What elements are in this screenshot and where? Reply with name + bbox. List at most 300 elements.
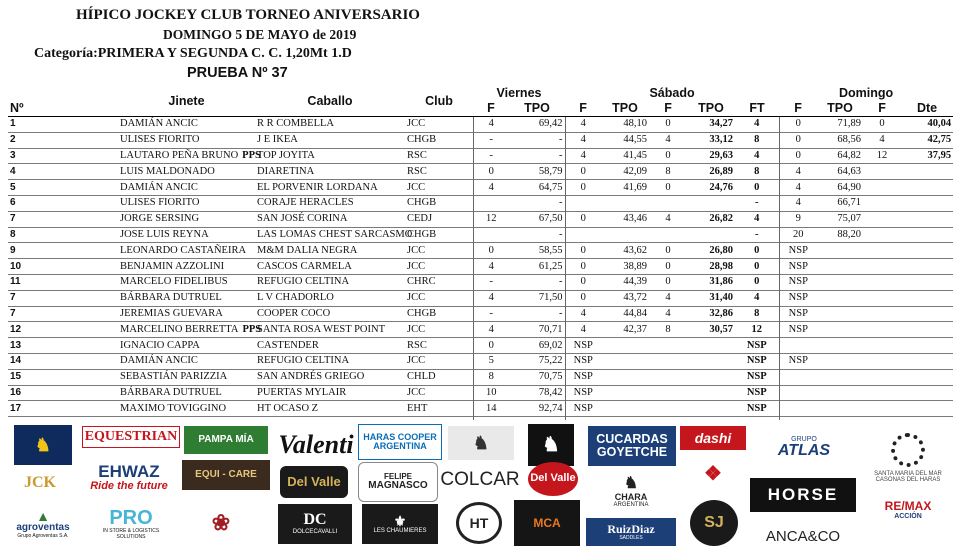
sunday-faults-1: 4 <box>779 164 817 180</box>
sunday-faults-1: 4 <box>779 195 817 211</box>
saturday-total-faults: 8 <box>754 307 760 319</box>
sunday-time <box>817 274 863 290</box>
rider-name-text: LAUTARO PEÑA BRUNO <box>120 149 239 161</box>
rider-name-text: JEREMIAS GUEVARA <box>120 307 223 319</box>
col-header-f: F <box>649 101 687 117</box>
ruiz-diaz-logo: RuizDiaz SADDLES <box>586 518 676 546</box>
horse-head-logo: ♞ <box>448 426 514 460</box>
saturday-faults-1: 4 <box>565 306 601 322</box>
sunday-tiebreak-time <box>901 306 953 322</box>
row-number: 11 <box>10 276 21 288</box>
saturday-total-faults: NSP <box>746 371 767 383</box>
club-code: JCC <box>407 244 426 256</box>
event-category: Categoría:PRIMERA Y SEGUNDA C. C. 1,20Mt 1.D <box>34 46 352 61</box>
saturday-faults-2: 0 <box>665 149 671 161</box>
col-header-club: Club <box>405 86 473 117</box>
saturday-time-2: 26,82 <box>709 213 734 225</box>
row-number: 7 <box>10 292 16 304</box>
table-row <box>8 117 953 133</box>
saturday-faults-1: 0 <box>565 243 601 259</box>
sunday-faults-1 <box>779 385 817 401</box>
saturday-faults-1: 0 <box>565 274 601 290</box>
row-number: 16 <box>10 386 22 398</box>
col-header-saturday: Sábado <box>649 86 695 100</box>
saturday-faults-2: 0 <box>665 260 671 272</box>
sunday-faults-1: 4 <box>779 180 817 196</box>
sunday-time <box>817 353 863 369</box>
rider-name-text: BENJAMIN AZZOLINI <box>120 260 225 272</box>
pro-logo: PRO IN STORE & LOGISTICS SOLUTIONS <box>102 507 160 540</box>
jumping-horse-logo: ♞ <box>528 424 574 466</box>
row-number: 8 <box>10 228 16 240</box>
sunday-faults-2: 0 <box>879 118 885 130</box>
sunday-faults-1: 0 <box>779 117 817 133</box>
horse-name: R R COMBELLA <box>257 118 335 130</box>
club-code: CHGB <box>407 197 437 209</box>
grupo-atlas-logo: GRUPO ATLAS <box>777 435 831 460</box>
table-row <box>8 385 953 401</box>
friday-time: 58,79 <box>538 165 563 177</box>
saturday-faults-1: 0 <box>565 180 601 196</box>
rider-name <box>118 211 255 227</box>
rider-name <box>118 132 255 148</box>
friday-faults: 12 <box>473 211 509 227</box>
friday-faults: 0 <box>473 164 509 180</box>
sunday-faults-2 <box>863 353 901 369</box>
rider-name-text: SEBASTIÁN PARIZZIA <box>120 371 228 383</box>
saturday-faults-2: 0 <box>665 244 671 256</box>
saturday-time-1 <box>601 195 649 211</box>
sunday-faults-2 <box>863 369 901 385</box>
horse-name: PUERTAS MYLAIR <box>257 386 347 398</box>
horse-name: REFUGIO CELTINA <box>257 276 350 288</box>
sunday-tiebreak-time <box>901 385 953 401</box>
saturday-total-faults: 0 <box>754 276 760 288</box>
sunday-faults-1: NSP <box>779 322 817 338</box>
rider-name <box>118 274 255 290</box>
hipico-logo: ♞ <box>14 425 72 465</box>
saturday-faults-2 <box>649 401 687 417</box>
saturday-faults-2: 4 <box>665 292 671 304</box>
rider-name <box>118 353 255 369</box>
mca-logo: MCA <box>514 500 580 546</box>
rider-name-text: LUIS MALDONADO <box>120 165 215 177</box>
saturday-faults-1: 4 <box>565 322 601 338</box>
friday-time: 78,42 <box>538 386 563 398</box>
friday-faults <box>473 195 509 211</box>
horse-name: CASTENDER <box>257 339 319 351</box>
friday-time: - <box>559 197 563 209</box>
row-number: 9 <box>10 244 16 256</box>
sunday-time <box>817 259 863 275</box>
saturday-total-faults: NSP <box>746 386 767 398</box>
ehwaz-logo: EHWAZ Ride the future <box>90 462 168 493</box>
sunday-tiebreak-time <box>901 180 953 196</box>
sunday-faults-1: NSP <box>779 259 817 275</box>
sunday-tiebreak-time <box>901 211 953 227</box>
horse-name: J E IKEA <box>257 134 298 146</box>
saturday-faults-1: 0 <box>565 211 601 227</box>
friday-faults: 4 <box>473 259 509 275</box>
sunday-faults-2 <box>863 290 901 306</box>
table-row <box>8 243 953 259</box>
club-code: JCC <box>407 292 426 304</box>
club-code: JCC <box>407 323 426 335</box>
rider-name-text: DAMIÁN ANCIC <box>120 118 198 130</box>
table-row <box>8 259 953 275</box>
colcar-logo: COLCAR <box>440 469 520 491</box>
sunday-time: 64,82 <box>837 149 862 161</box>
sunday-faults-1: NSP <box>779 274 817 290</box>
club-code: RSC <box>407 165 427 177</box>
sunday-faults-2 <box>863 259 901 275</box>
col-header-friday: Viernes <box>496 86 542 100</box>
saturday-faults-2: 4 <box>665 134 671 146</box>
friday-faults: 5 <box>473 353 509 369</box>
sunday-faults-2 <box>863 338 901 354</box>
friday-faults: - <box>473 148 509 164</box>
friday-faults <box>473 227 509 243</box>
col-header-f: F <box>779 101 817 117</box>
sponsor-banner <box>0 420 960 548</box>
horse-name: SANTA ROSA WEST POINT <box>257 323 385 335</box>
sunday-time <box>817 243 863 259</box>
friday-time: - <box>559 307 563 319</box>
friday-time: 70,75 <box>538 371 563 383</box>
rider-name <box>118 180 255 196</box>
horse-name: COOPER COCO <box>257 307 331 319</box>
page-title: HÍPICO JOCKEY CLUB TORNEO ANIVERSARIO <box>76 7 420 23</box>
sunday-faults-1: NSP <box>779 353 817 369</box>
saturday-time-2 <box>687 401 735 417</box>
rider-name-text: JOSE LUIS REYNA <box>120 228 209 240</box>
remax-logo: RE/MAX ACCIÓN <box>884 499 932 520</box>
sunday-faults-2: 12 <box>876 149 888 161</box>
club-code: JCC <box>407 355 426 367</box>
sunday-time <box>817 306 863 322</box>
saturday-time-2: 31,40 <box>709 292 734 304</box>
club-code: CHGB <box>407 228 437 240</box>
table-row <box>8 306 953 322</box>
col-header-no: Nº <box>8 86 118 117</box>
rider-name <box>118 148 261 164</box>
saturday-time-2 <box>687 353 735 369</box>
row-number: 13 <box>10 339 22 351</box>
saturday-time-1 <box>601 401 649 417</box>
sunday-tiebreak-time <box>901 274 953 290</box>
rider-name <box>118 401 255 417</box>
horse-name: DIARETINA <box>257 165 315 177</box>
saturday-total-faults: NSP <box>746 355 767 367</box>
felipe-magnasco-logo: FELIPE MAGNASCO <box>358 462 438 502</box>
horse-name: CORAJE HERACLES <box>257 197 354 209</box>
sunday-tiebreak-time <box>901 290 953 306</box>
club-code: RSC <box>407 339 427 351</box>
sunday-faults-1 <box>779 338 817 354</box>
rider-name-text: MAXIMO TOVIGGINO <box>120 402 227 414</box>
rider-name <box>118 164 255 180</box>
chara-argentina-logo: ♞ CHARA ARGENTINA <box>613 474 649 508</box>
club-code: CHRC <box>407 276 436 288</box>
friday-faults: 4 <box>473 117 509 133</box>
saturday-faults-1: 0 <box>565 259 601 275</box>
saturday-faults-1: NSP <box>565 401 601 417</box>
sunday-time <box>817 322 863 338</box>
saturday-time-2 <box>687 338 735 354</box>
sunday-time <box>817 369 863 385</box>
friday-faults: 4 <box>473 180 509 196</box>
friday-time: - <box>559 149 563 161</box>
dolcecavalli-logo: DC DOLCECAVALLI <box>278 504 352 544</box>
saturday-time-2: 26,89 <box>709 165 734 177</box>
saturday-total-faults: 8 <box>754 165 760 177</box>
saturday-time-1: 41,69 <box>623 181 648 193</box>
saturday-time-1 <box>601 338 649 354</box>
saturday-faults-1: 4 <box>565 148 601 164</box>
rider-name <box>118 117 255 133</box>
saturday-faults-2 <box>649 195 687 211</box>
saturday-total-faults: 4 <box>754 149 760 161</box>
sunday-faults-2 <box>863 164 901 180</box>
saturday-faults-2 <box>649 227 687 243</box>
pps-badge: PPS <box>242 323 262 335</box>
test-number: PRUEBA Nº 37 <box>187 65 288 81</box>
friday-time: - <box>559 276 563 288</box>
saturday-time-1: 42,09 <box>623 165 648 177</box>
horse-name: HT OCASO Z <box>257 402 319 414</box>
row-number: 12 <box>10 323 22 335</box>
sunday-time: 68,56 <box>837 134 862 146</box>
sunday-faults-1: 9 <box>779 211 817 227</box>
saturday-faults-1: 0 <box>565 164 601 180</box>
sunday-faults-2 <box>863 180 901 196</box>
saturday-time-1 <box>601 353 649 369</box>
sunday-faults-2 <box>863 322 901 338</box>
saturday-faults-2: 8 <box>665 165 671 177</box>
saturday-faults-2: 0 <box>665 181 671 193</box>
haras-cooper-logo: HARAS COOPER ARGENTINA <box>358 424 442 460</box>
rider-name-text: MARCELINO BERRETTA <box>120 323 239 335</box>
horse-name: REFUGIO CELTINA <box>257 355 350 367</box>
agroventas-logo: ▲ agroventas Grupo Agroventas S.A. <box>16 507 70 539</box>
friday-time: 71,50 <box>538 292 563 304</box>
table-row <box>8 148 953 164</box>
friday-faults: - <box>473 132 509 148</box>
row-number: 17 <box>10 402 22 414</box>
saturday-faults-1: 0 <box>565 290 601 306</box>
saturday-faults-2: 4 <box>665 213 671 225</box>
rider-name <box>118 259 255 275</box>
saturday-total-faults: - <box>755 197 759 209</box>
jck-logo: JCK <box>24 473 56 491</box>
rider-name-text: MARCELO FIDELIBUS <box>120 276 228 288</box>
col-header-f: F <box>863 101 901 117</box>
sunday-tiebreak-time: 42,75 <box>927 134 952 146</box>
rider-name <box>118 290 255 306</box>
sunday-faults-1: 0 <box>779 132 817 148</box>
row-number: 7 <box>10 307 16 319</box>
table-row <box>8 211 953 227</box>
pps-badge: PPS <box>242 149 261 161</box>
saturday-total-faults: 8 <box>754 134 760 146</box>
table-row <box>8 227 953 243</box>
club-code: RSC <box>407 149 427 161</box>
saturday-total-faults: 4 <box>754 292 760 304</box>
saturday-faults-1: NSP <box>565 369 601 385</box>
horse-name: SAN JOSÉ CORINA <box>257 213 348 225</box>
table-row <box>8 401 953 417</box>
sunday-faults-2 <box>863 274 901 290</box>
friday-time: 70,71 <box>538 323 563 335</box>
friday-time: 67,50 <box>538 213 563 225</box>
rider-name-text: BÁRBARA DUTRUEL <box>120 386 222 398</box>
sunday-tiebreak-time <box>901 401 953 417</box>
rider-name <box>118 369 255 385</box>
friday-time: - <box>559 134 563 146</box>
saturday-total-faults: 4 <box>754 213 760 225</box>
sunday-tiebreak-time: 37,95 <box>927 149 952 161</box>
sunday-tiebreak-time <box>901 353 953 369</box>
friday-faults: 4 <box>473 290 509 306</box>
friday-time: 69,02 <box>538 339 563 351</box>
sunday-tiebreak-time <box>901 164 953 180</box>
saturday-time-2: 33,12 <box>709 134 734 146</box>
dashi-logo: dashi <box>680 426 746 450</box>
santa-maria-del-mar-logo: SANTA MARIA DEL MAR CASONAS DEL HARAS <box>862 424 954 492</box>
saturday-time-1: 44,39 <box>623 276 648 288</box>
saturday-total-faults: 0 <box>754 244 760 256</box>
rider-name-text: BÁRBARA DUTRUEL <box>120 292 222 304</box>
sunday-faults-1: NSP <box>779 243 817 259</box>
friday-faults: 10 <box>473 385 509 401</box>
row-number: 4 <box>10 165 16 177</box>
saturday-faults-1 <box>565 195 601 211</box>
rider-name-text: LEONARDO CASTAÑEIRA <box>120 244 247 256</box>
saturday-time-2: 30,57 <box>709 323 734 335</box>
friday-time: - <box>559 228 563 240</box>
horse-name: M&M DALIA NEGRA <box>257 244 358 256</box>
saturday-time-2: 29,63 <box>709 149 734 161</box>
page-header <box>0 0 960 84</box>
saturday-time-1: 42,37 <box>623 323 648 335</box>
friday-time: 58,55 <box>538 244 563 256</box>
col-header-sunday: Domingo <box>838 86 894 100</box>
friday-time: 64,75 <box>538 181 563 193</box>
saturday-time-2: 28,98 <box>709 260 734 272</box>
results-table <box>8 86 953 433</box>
saturday-time-2 <box>687 195 735 211</box>
rider-name <box>118 338 255 354</box>
col-header-tpo: TPO <box>687 101 735 117</box>
friday-time: 75,22 <box>538 355 563 367</box>
rider-name-text: ULISES FIORITO <box>120 134 200 146</box>
col-header-tpo: TPO <box>601 101 649 117</box>
saturday-total-faults: 4 <box>754 118 760 130</box>
saturday-time-2 <box>687 385 735 401</box>
col-header-ft: FT <box>735 101 779 117</box>
rider-name-text: JORGE SERSING <box>120 213 200 225</box>
sunday-faults-1 <box>779 401 817 417</box>
sunday-faults-1 <box>779 369 817 385</box>
saturday-time-1: 44,55 <box>623 134 648 146</box>
table-row <box>8 180 953 196</box>
sunday-time: 64,90 <box>837 181 862 193</box>
saturday-faults-2 <box>649 369 687 385</box>
table-row <box>8 322 953 338</box>
saturday-faults-1: NSP <box>565 385 601 401</box>
table-row <box>8 369 953 385</box>
saturday-faults-1: 4 <box>565 132 601 148</box>
sunday-tiebreak-time <box>901 243 953 259</box>
sunday-faults-2 <box>863 401 901 417</box>
club-code: JCC <box>407 118 426 130</box>
sunday-time: 71,89 <box>837 118 862 130</box>
row-number: 15 <box>10 371 22 383</box>
friday-faults: 0 <box>473 338 509 354</box>
saturday-time-1: 38,89 <box>623 260 648 272</box>
saturday-time-2 <box>687 227 735 243</box>
table-row <box>8 164 953 180</box>
rider-name <box>118 322 262 338</box>
cucardas-goyetche-logo: CUCARDAS GOYETCHE <box>588 426 676 466</box>
sunday-tiebreak-time <box>901 227 953 243</box>
table-row <box>8 290 953 306</box>
sunday-time <box>817 338 863 354</box>
sunday-tiebreak-time <box>901 322 953 338</box>
saturday-faults-2: 4 <box>665 307 671 319</box>
rider-name <box>118 195 255 211</box>
col-header-tpo: TPO <box>817 101 863 117</box>
table-row <box>8 195 953 211</box>
table-row <box>8 132 953 148</box>
saturday-time-1: 44,84 <box>623 307 648 319</box>
friday-faults: 14 <box>473 401 509 417</box>
rider-name-text: IGNACIO CAPPA <box>120 339 200 351</box>
saturday-total-faults: 0 <box>754 260 760 272</box>
friday-faults: 4 <box>473 322 509 338</box>
friday-time: 61,25 <box>538 260 563 272</box>
saturday-time-2 <box>687 369 735 385</box>
saturday-faults-2 <box>649 353 687 369</box>
friday-faults: - <box>473 306 509 322</box>
horse-name: CASCOS CARMELA <box>257 260 352 272</box>
col-header-dte: Dte <box>901 101 953 117</box>
sunday-tiebreak-time <box>901 338 953 354</box>
row-number: 7 <box>10 213 16 225</box>
club-code: CEDJ <box>407 213 433 225</box>
sunday-faults-1: 0 <box>779 148 817 164</box>
row-number: 3 <box>10 149 16 161</box>
crest-logo: ❀ <box>211 510 231 536</box>
saturday-total-faults: - <box>755 228 759 240</box>
saturday-faults-2: 0 <box>665 276 671 288</box>
club-code: JCC <box>407 260 426 272</box>
table-row <box>8 274 953 290</box>
saturday-time-2: 24,76 <box>709 181 734 193</box>
sunday-time <box>817 290 863 306</box>
rider-name <box>118 227 255 243</box>
rider-name-text: DAMIÁN ANCIC <box>120 355 198 367</box>
saturday-total-faults: 0 <box>754 181 760 193</box>
sunday-faults-1: NSP <box>779 290 817 306</box>
saturday-time-2: 32,86 <box>709 307 734 319</box>
saturday-time-1: 43,46 <box>623 213 648 225</box>
saturday-faults-2 <box>649 338 687 354</box>
pampa-mia-logo: PAMPA MÍA <box>184 426 268 454</box>
les-chaumieres-logo: ⚜ LES CHAUMIERES <box>362 504 438 544</box>
friday-faults: 8 <box>473 369 509 385</box>
sunday-time: 66,71 <box>837 197 862 209</box>
